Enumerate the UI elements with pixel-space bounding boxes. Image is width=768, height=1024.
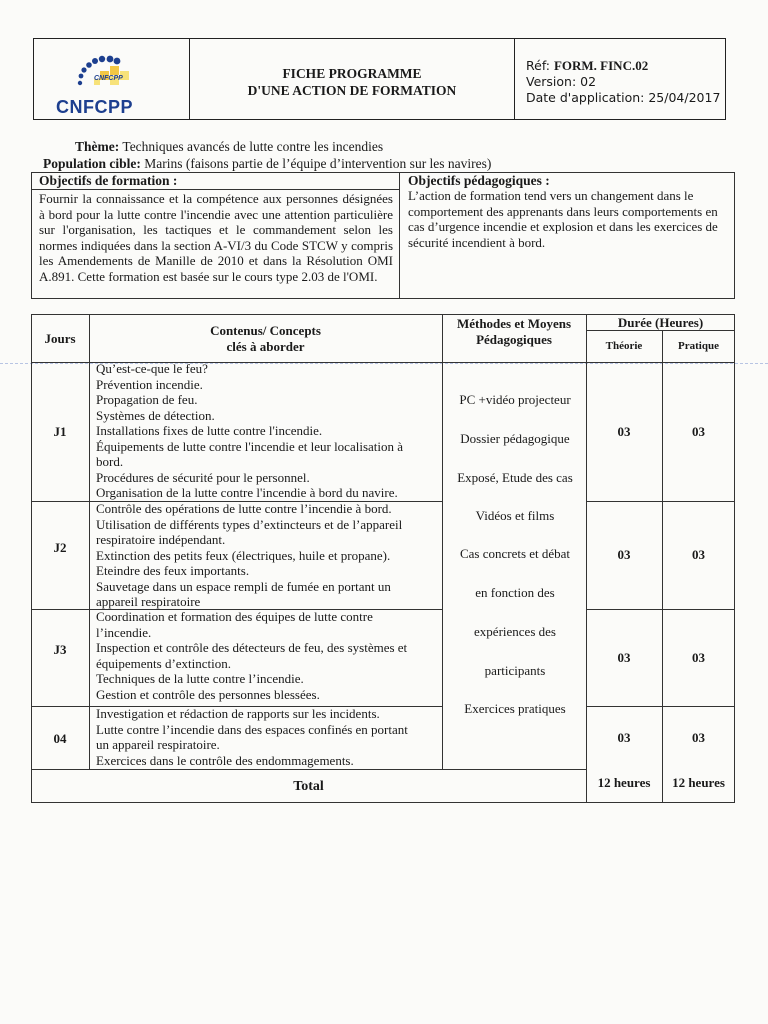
content-line: Installations fixes de lutte contre l'incendie. [96, 423, 323, 438]
objectives-divider [399, 173, 400, 298]
logo-text: CNFCPP [56, 97, 134, 117]
program-table [31, 314, 735, 802]
method-item: expériences des [474, 624, 556, 639]
method-item: en fonction des [475, 585, 555, 600]
content-line: Équipements de lutte contre l'incendie et leur localisation à [96, 438, 404, 454]
content-cell [96, 501, 402, 610]
content-line: un appareil respiratoire. [96, 737, 220, 752]
method-item: Exercices pratiques [464, 701, 566, 716]
table-border [586, 609, 735, 610]
content-line: Exercices dans le contrôle des endommagements. [96, 752, 354, 768]
total-label: Total [293, 779, 324, 794]
content-line: Eteindre des feux importants. [96, 563, 250, 578]
ref-value: FORM. FINC.02 [553, 58, 649, 73]
content-line: Systèmes de détection. [96, 407, 215, 423]
theme-line [75, 139, 383, 155]
content-line: Contrôle des opérations de lutte contre l’incendie à bord. [96, 501, 392, 516]
header-jours: Jours [44, 331, 76, 346]
total-theorie: 12 heures [597, 775, 651, 790]
method-item: PC +vidéo projecteur [459, 392, 571, 407]
content-line: appareil respiratoire [96, 594, 201, 609]
content-line: Organisation de la lutte contre l'incendie à bord du navire. [96, 485, 398, 500]
content-line: l’incendie. [96, 624, 152, 640]
header-theorie: Théorie [605, 340, 643, 352]
objectives-box [31, 172, 735, 299]
content-cell [96, 706, 408, 768]
header-divider [514, 39, 515, 119]
theme-value: Techniques avancés de lutte contre les incendies [122, 139, 384, 154]
ref-label: Réf: [526, 58, 550, 73]
content-line: Qu’est-ce-que le feu? [96, 361, 208, 376]
header-duree: Durée (Heures) [617, 315, 704, 330]
formation-objectives-title: Objectifs de formation : [39, 173, 178, 188]
header-methodes-line: Méthodes et Moyens [456, 316, 572, 331]
total-pratique: 12 heures [672, 775, 725, 790]
population-value: Marins (faisons partie de l’équipe d’intervention sur les navires) [144, 156, 492, 171]
formation-objectives-text: Fournir la connaissance et la compétence aux personnes désignées à bord pour la lutte contre l'incendie avec une attention particulière sur l'organisation, les tactiques et le commandement selon les normes indiquées dans la section A-VI/3 du Code STCW y compris les Amendements de Manille de 2010 et dans la Résolution OMI A.891. Cette formation est basée sur le cours type 2.03 de l'OMI. [39, 191, 393, 284]
content-line: Techniques de la lutte contre l’incendie. [96, 671, 304, 686]
content-line: Coordination et formation des équipes de lutte contre [96, 609, 373, 624]
content-line: Inspection et contrôle des détecteurs de feu, des systèmes et [96, 640, 408, 655]
theorie-cell: 03 [617, 547, 631, 562]
method-item: Dossier pédagogique [460, 431, 570, 446]
table-border [586, 501, 735, 502]
objectives-hline [32, 189, 399, 190]
header-methodes-line: Pédagogiques [476, 331, 552, 347]
table-border [31, 769, 586, 770]
content-cell [96, 609, 407, 702]
method-item: Exposé, Etude des cas [457, 470, 573, 485]
pratique-cell: 03 [692, 424, 705, 439]
header-contenus-line: clés à aborder [226, 338, 305, 354]
pratique-cell: 03 [692, 547, 705, 562]
content-cell [96, 361, 403, 501]
version-text: Version: 02 [526, 74, 597, 89]
content-line: Prévention incendie. [96, 376, 203, 392]
theorie-cell: 03 [617, 650, 631, 665]
day-cell: J3 [53, 642, 67, 657]
method-item: Vidéos et films [475, 508, 555, 523]
population-line [43, 156, 491, 172]
table-border [89, 314, 90, 769]
method-item: participants [484, 663, 546, 678]
logo-small-text: CNFCPP [94, 75, 123, 82]
document-title [190, 65, 514, 99]
content-line: bord. [96, 454, 124, 469]
day-cell: J1 [53, 424, 67, 439]
pratique-cell: 03 [692, 730, 705, 745]
content-line: Lutte contre l’incendie dans des espaces confinés en portant [96, 721, 408, 737]
content-line: Extinction des petits feux (électriques, huile et propane). [96, 547, 391, 563]
table-border [586, 706, 735, 707]
content-line: Propagation de feu. [96, 392, 198, 407]
header-contenus [89, 323, 442, 354]
title-line: D'UNE ACTION DE FORMATION [247, 83, 457, 98]
day-cell: J2 [53, 540, 67, 555]
theorie-cell: 03 [617, 424, 631, 439]
theorie-cell: 03 [617, 730, 631, 745]
content-line: équipements d’extinction. [96, 655, 232, 671]
pratique-cell: 03 [692, 650, 705, 665]
header-contenus-line: Contenus/ Concepts [210, 323, 321, 338]
title-line: FICHE PROGRAMME [282, 66, 422, 81]
pedagogic-objectives-text: L’action de formation tend vers un changement dans le comportement des apprenants dans leurs comportements en cas d’urgence incendie et explosion et dans les exercices de sécurité incendient à bord. [408, 188, 718, 250]
content-line: Gestion et contrôle des personnes blessées. [96, 686, 320, 702]
date-text: Date d'application: 25/04/2017 [526, 90, 721, 105]
content-line: Sauvetage dans un espace rempli de fumée en portant un [96, 578, 391, 594]
header-pratique: Pratique [678, 340, 719, 352]
pedagogic-objectives-title: Objectifs pédagogiques : [408, 173, 550, 188]
method-item: Cas concrets et débat [459, 546, 571, 561]
header-box [33, 38, 726, 120]
content-line: respiratoire indépendant. [96, 532, 226, 547]
content-line: Utilisation de différents types d’extincteurs et de l’appareil [96, 516, 403, 532]
day-cell: 04 [53, 731, 67, 746]
population-label: Population cible: [43, 156, 141, 171]
table-border [31, 802, 735, 803]
theme-label: Thème: [75, 139, 120, 154]
reference-block [526, 58, 720, 106]
table-border [31, 314, 32, 802]
content-line: Investigation et rédaction de rapports sur les incidents. [96, 706, 380, 721]
methods-cell [442, 314, 586, 769]
content-line: Procédures de sécurité pour le personnel. [96, 469, 310, 485]
